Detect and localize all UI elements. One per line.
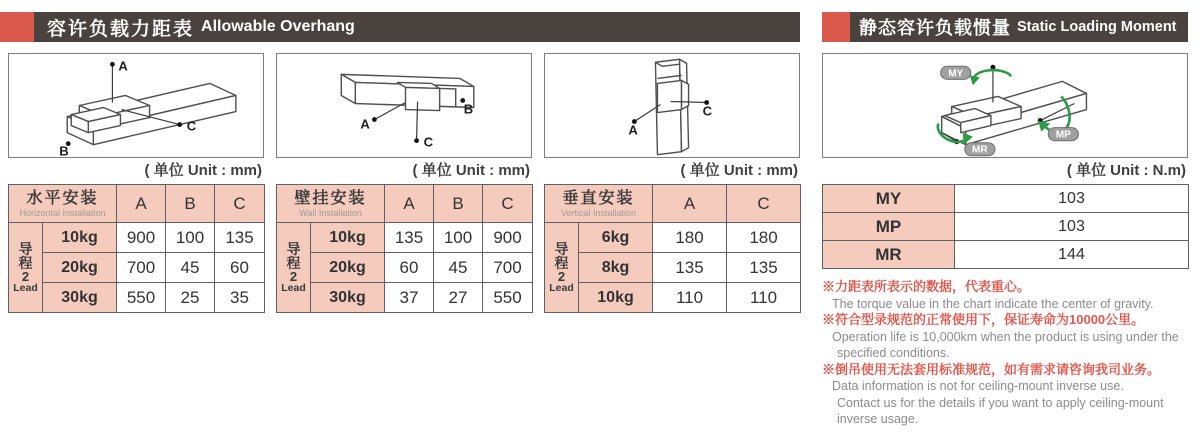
load-cell: 6kg bbox=[579, 223, 653, 253]
panel-horizontal-installation bbox=[8, 53, 264, 313]
value-cell: 35 bbox=[215, 283, 265, 313]
column-header-c: C bbox=[483, 185, 533, 223]
unit-label: ( 单位 Unit : mm) bbox=[144, 162, 262, 179]
lead-char: 程 bbox=[554, 254, 569, 271]
red-accent-block bbox=[822, 12, 850, 42]
horizontal-installation-diagram bbox=[8, 53, 264, 158]
table-title-cell bbox=[277, 185, 385, 223]
section-header-static-loading-moment bbox=[822, 12, 1188, 42]
lead-char: 程 bbox=[286, 254, 301, 271]
load-cell: 10kg bbox=[579, 283, 653, 313]
panel-vertical-installation bbox=[544, 53, 800, 313]
actuator-isometric-drawing bbox=[277, 54, 531, 157]
value-cell: 900 bbox=[117, 223, 166, 253]
my-label: MY bbox=[948, 68, 964, 80]
table-title-zh: 水平安装 bbox=[26, 189, 99, 207]
lead-char: 导 bbox=[286, 240, 301, 257]
footnotes bbox=[822, 279, 1188, 428]
value-cell: 100 bbox=[434, 223, 483, 253]
load-cell: 20kg bbox=[43, 253, 117, 283]
overhang-b-label: B bbox=[59, 143, 69, 157]
value-cell: 900 bbox=[483, 223, 533, 253]
load-cell: 30kg bbox=[311, 283, 385, 313]
overhang-c-label: C bbox=[702, 103, 713, 119]
value-cell: 700 bbox=[117, 253, 166, 283]
lead-label-cell bbox=[9, 223, 43, 313]
value-cell: 135 bbox=[727, 253, 801, 283]
overhang-a-label: A bbox=[360, 116, 370, 132]
value-cell: 180 bbox=[727, 223, 801, 253]
value-cell: 135 bbox=[215, 223, 265, 253]
value-cell: 45 bbox=[166, 253, 215, 283]
value-cell: 180 bbox=[653, 223, 727, 253]
lead-en: Lead bbox=[13, 281, 38, 294]
overhang-a-label: A bbox=[118, 58, 128, 74]
section-title-zh: 静态容许负载惯量 bbox=[859, 18, 1011, 38]
note-line-en: specified conditions. bbox=[837, 346, 950, 360]
vertical-installation-diagram bbox=[544, 53, 800, 158]
note-line-en: Operation life is 10,000km when the product is using under the bbox=[832, 329, 1179, 344]
lead-num: 2 bbox=[557, 268, 566, 284]
note-line-en: Data information is not for ceiling-mount inverse use. bbox=[832, 379, 1124, 393]
actuator-isometric-drawing bbox=[9, 54, 263, 157]
moment-row-value: 103 bbox=[955, 185, 1189, 213]
moment-row-value: 103 bbox=[955, 213, 1189, 241]
unit-label: ( 单位 Unit : mm) bbox=[412, 162, 530, 179]
vertical-installation-table bbox=[544, 184, 801, 313]
section-title-en: Allowable Overhang bbox=[201, 18, 355, 35]
load-cell: 8kg bbox=[579, 253, 653, 283]
section-header-allowable-overhang bbox=[0, 12, 800, 42]
value-cell: 60 bbox=[385, 253, 434, 283]
overhang-c-label: C bbox=[186, 118, 197, 134]
section-title-en: Static Loading Moment bbox=[1017, 19, 1177, 35]
note-line-zh: ※力距表所表示的数据，代表重心。 bbox=[822, 279, 1031, 294]
column-header-c: C bbox=[727, 185, 801, 223]
unit-label: ( 单位 Unit : N.m) bbox=[1066, 162, 1186, 179]
value-cell: 45 bbox=[434, 253, 483, 283]
lead-char: 程 bbox=[18, 254, 33, 271]
panel-wall-installation bbox=[276, 53, 532, 313]
table-title-cell bbox=[545, 185, 653, 223]
table-title-en: Horizontal Installation bbox=[19, 207, 106, 218]
lead-label-cell bbox=[545, 223, 579, 313]
value-cell: 110 bbox=[727, 283, 801, 313]
column-header-b: B bbox=[434, 185, 483, 223]
table-title-zh: 垂直安装 bbox=[562, 189, 635, 207]
actuator-isometric-drawing bbox=[545, 54, 799, 157]
lead-num: 2 bbox=[289, 268, 298, 284]
column-header-a: A bbox=[653, 185, 727, 223]
overhang-b-label: B bbox=[463, 101, 474, 117]
load-cell: 20kg bbox=[311, 253, 385, 283]
note-line-en: Contact us for the details if you want to apply ceiling-mount bbox=[837, 395, 1164, 410]
value-cell: 60 bbox=[215, 253, 265, 283]
section-title-zh: 容许负载力距表 bbox=[47, 18, 195, 40]
red-accent-block bbox=[0, 12, 34, 42]
lead-char: 导 bbox=[554, 240, 569, 257]
table-title-cell bbox=[9, 185, 117, 223]
value-cell: 27 bbox=[434, 283, 483, 313]
note-line-en: inverse usage. bbox=[837, 412, 919, 426]
value-cell: 550 bbox=[483, 283, 533, 313]
table-title-en: Wall Installation bbox=[299, 207, 362, 218]
table-title-en: Vertical Installation bbox=[560, 207, 637, 218]
value-cell: 37 bbox=[385, 283, 434, 313]
column-header-a: A bbox=[117, 185, 166, 223]
unit-label: ( 单位 Unit : mm) bbox=[680, 162, 798, 179]
load-cell: 10kg bbox=[311, 223, 385, 253]
moment-row-label: MY bbox=[823, 185, 955, 213]
overhang-c-label: C bbox=[423, 134, 434, 150]
note-line-en: The torque value in the chart indicate the center of gravity. bbox=[832, 296, 1154, 311]
lead-num: 2 bbox=[21, 268, 30, 284]
wall-installation-table bbox=[276, 184, 533, 313]
moment-isometric-drawing bbox=[823, 54, 1187, 157]
lead-en: Lead bbox=[549, 281, 574, 294]
column-header-c: C bbox=[215, 185, 265, 223]
value-cell: 135 bbox=[653, 253, 727, 283]
static-loading-moment-table bbox=[822, 184, 1189, 269]
value-cell: 700 bbox=[483, 253, 533, 283]
column-header-b: B bbox=[166, 185, 215, 223]
wall-installation-diagram bbox=[276, 53, 532, 158]
lead-char: 导 bbox=[18, 240, 33, 257]
lead-label-cell bbox=[277, 223, 311, 313]
lead-en: Lead bbox=[281, 281, 306, 294]
horizontal-installation-table bbox=[8, 184, 265, 313]
overhang-a-label: A bbox=[628, 122, 638, 138]
note-line-zh: ※符合型录规范的正常使用下，保证寿命为10000公里。 bbox=[822, 312, 1145, 327]
load-cell: 10kg bbox=[43, 223, 117, 253]
moment-row-label: MR bbox=[823, 241, 955, 269]
value-cell: 25 bbox=[166, 283, 215, 313]
moment-row-label: MP bbox=[823, 213, 955, 241]
value-cell: 100 bbox=[166, 223, 215, 253]
mr-label: MR bbox=[972, 144, 988, 156]
value-cell: 135 bbox=[385, 223, 434, 253]
panel-static-loading-moment bbox=[822, 53, 1188, 428]
static-loading-moment-diagram bbox=[822, 53, 1188, 158]
value-cell: 110 bbox=[653, 283, 727, 313]
column-header-a: A bbox=[385, 185, 434, 223]
value-cell: 550 bbox=[117, 283, 166, 313]
load-cell: 30kg bbox=[43, 283, 117, 313]
note-line-zh: ※倒吊使用无法套用标准规范，如有需求请咨询我司业务。 bbox=[822, 361, 1161, 377]
moment-row-value: 144 bbox=[955, 241, 1189, 269]
table-title-zh: 壁挂安装 bbox=[294, 189, 367, 207]
mp-label: MP bbox=[1055, 129, 1071, 141]
